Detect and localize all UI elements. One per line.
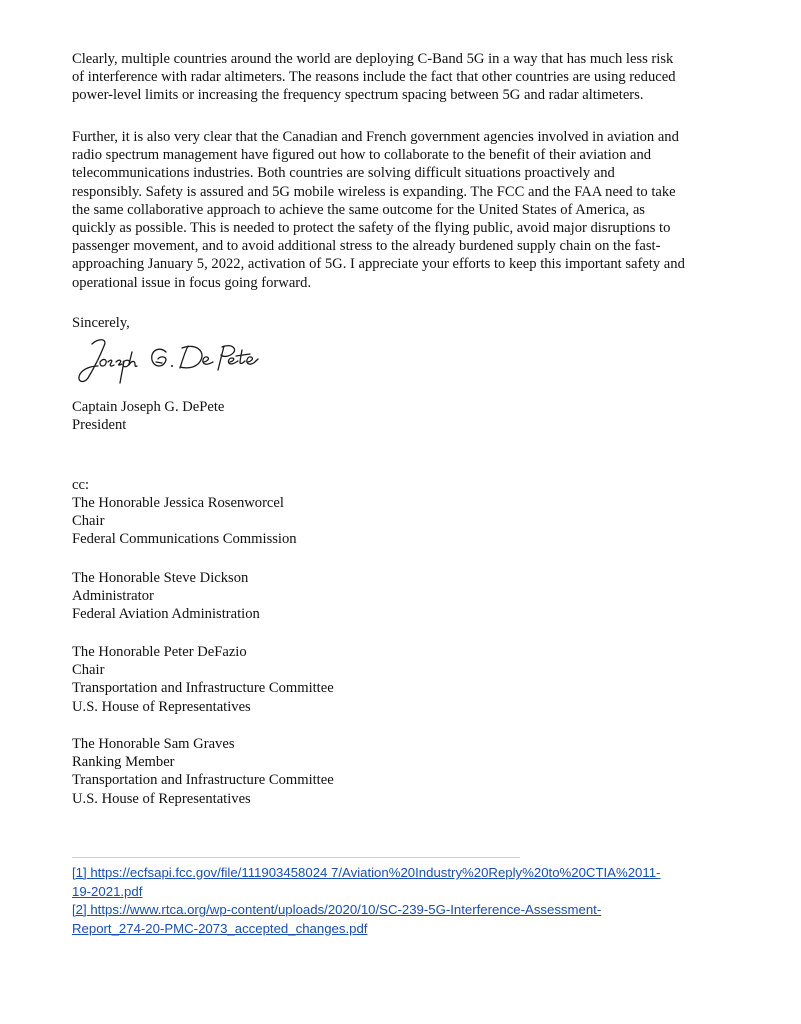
signer-name: Captain Joseph G. DePete [72, 399, 225, 415]
footnote-number: [1] [72, 865, 87, 880]
recipient-line: Ranking Member [72, 754, 175, 771]
signature-block [72, 398, 224, 434]
recipient-line: Transportation and Infrastructure Committee [72, 772, 334, 789]
recipient-line: Chair [72, 662, 105, 679]
cc-recipient [72, 735, 334, 808]
paragraph-line: radio spectrum management have figured out how to collaborate to the benefit of their aviation and [72, 147, 652, 164]
paragraph-line: Further, it is also very clear that the Canadian and French government agencies involved in aviation and [72, 129, 679, 145]
footnote-link-1[interactable] [72, 864, 772, 901]
recipient-line: U.S. House of Representatives [72, 790, 251, 807]
paragraph-line: telecommunications industries. Both countries are solving difficult situations proactively and [72, 165, 615, 182]
signer-title: President [72, 417, 127, 434]
recipient-line: U.S. House of Representatives [72, 698, 251, 715]
paragraph-line: passenger movement, and to avoid additional stress to the already burdened supply chain on the fast- [72, 238, 661, 255]
paragraph-line: the same collaborative approach to achieve the same outcome for the United States of America, as [72, 201, 645, 218]
recipient-line: Administrator [72, 588, 154, 605]
paragraph-line: power-level limits or increasing the frequency spectrum spacing between 5G and radar altimeters. [72, 87, 644, 104]
paragraph-radar-altimeters [72, 50, 752, 105]
cc-recipient [72, 569, 260, 624]
cc-label: cc: [72, 477, 90, 493]
closing-salutation: Sincerely, [72, 315, 130, 331]
paragraph-line: quickly as possible. This is needed to protect the safety of the flying public, avoid major disruptions to [72, 220, 671, 237]
paragraph-collaboration [72, 128, 752, 292]
recipient-line: The Honorable Sam Graves [72, 736, 235, 752]
footnote-url-cont: 19-2021.pdf [72, 883, 143, 899]
cc-recipient [72, 494, 297, 549]
footnote-divider [72, 857, 520, 858]
cc-recipient [72, 643, 334, 716]
footnotes [72, 864, 772, 938]
footnote-link-2[interactable] [72, 901, 772, 938]
recipient-line: Federal Communications Commission [72, 531, 297, 548]
recipient-line: The Honorable Jessica Rosenworcel [72, 495, 284, 511]
paragraph-line: of interference with radar altimeters. The reasons include the fact that other countries are using reduced [72, 69, 676, 86]
footnote-url: https://ecfsapi.fcc.gov/file/111903458024 7/Aviation%20Industry%20Reply%20to%20CTIA%2011- [90, 865, 661, 880]
recipient-line: The Honorable Steve Dickson [72, 570, 249, 586]
paragraph-line: operational issue in focus going forward. [72, 274, 312, 291]
paragraph-line: Clearly, multiple countries around the world are deploying C-Band 5G in a way that has much less risk [72, 51, 674, 67]
footnote-number: [2] [72, 902, 87, 917]
paragraph-line: responsibly. Safety is assured and 5G mobile wireless is expanding. The FCC and the FAA need to take [72, 183, 676, 200]
handwritten-signature [70, 332, 290, 388]
paragraph-line: approaching January 5, 2022, activation of 5G. I appreciate your efforts to keep this important safety and [72, 256, 685, 273]
footnote-url-cont: Report_274-20-PMC-2073_accepted_changes.pdf [72, 920, 368, 936]
footnote-url: https://www.rtca.org/wp-content/uploads/2020/10/SC-239-5G-Interference-Assessment- [90, 902, 602, 917]
recipient-line: Federal Aviation Administration [72, 606, 260, 623]
recipient-line: Transportation and Infrastructure Committee [72, 680, 334, 697]
recipient-line: Chair [72, 513, 105, 530]
recipient-line: The Honorable Peter DeFazio [72, 644, 247, 660]
